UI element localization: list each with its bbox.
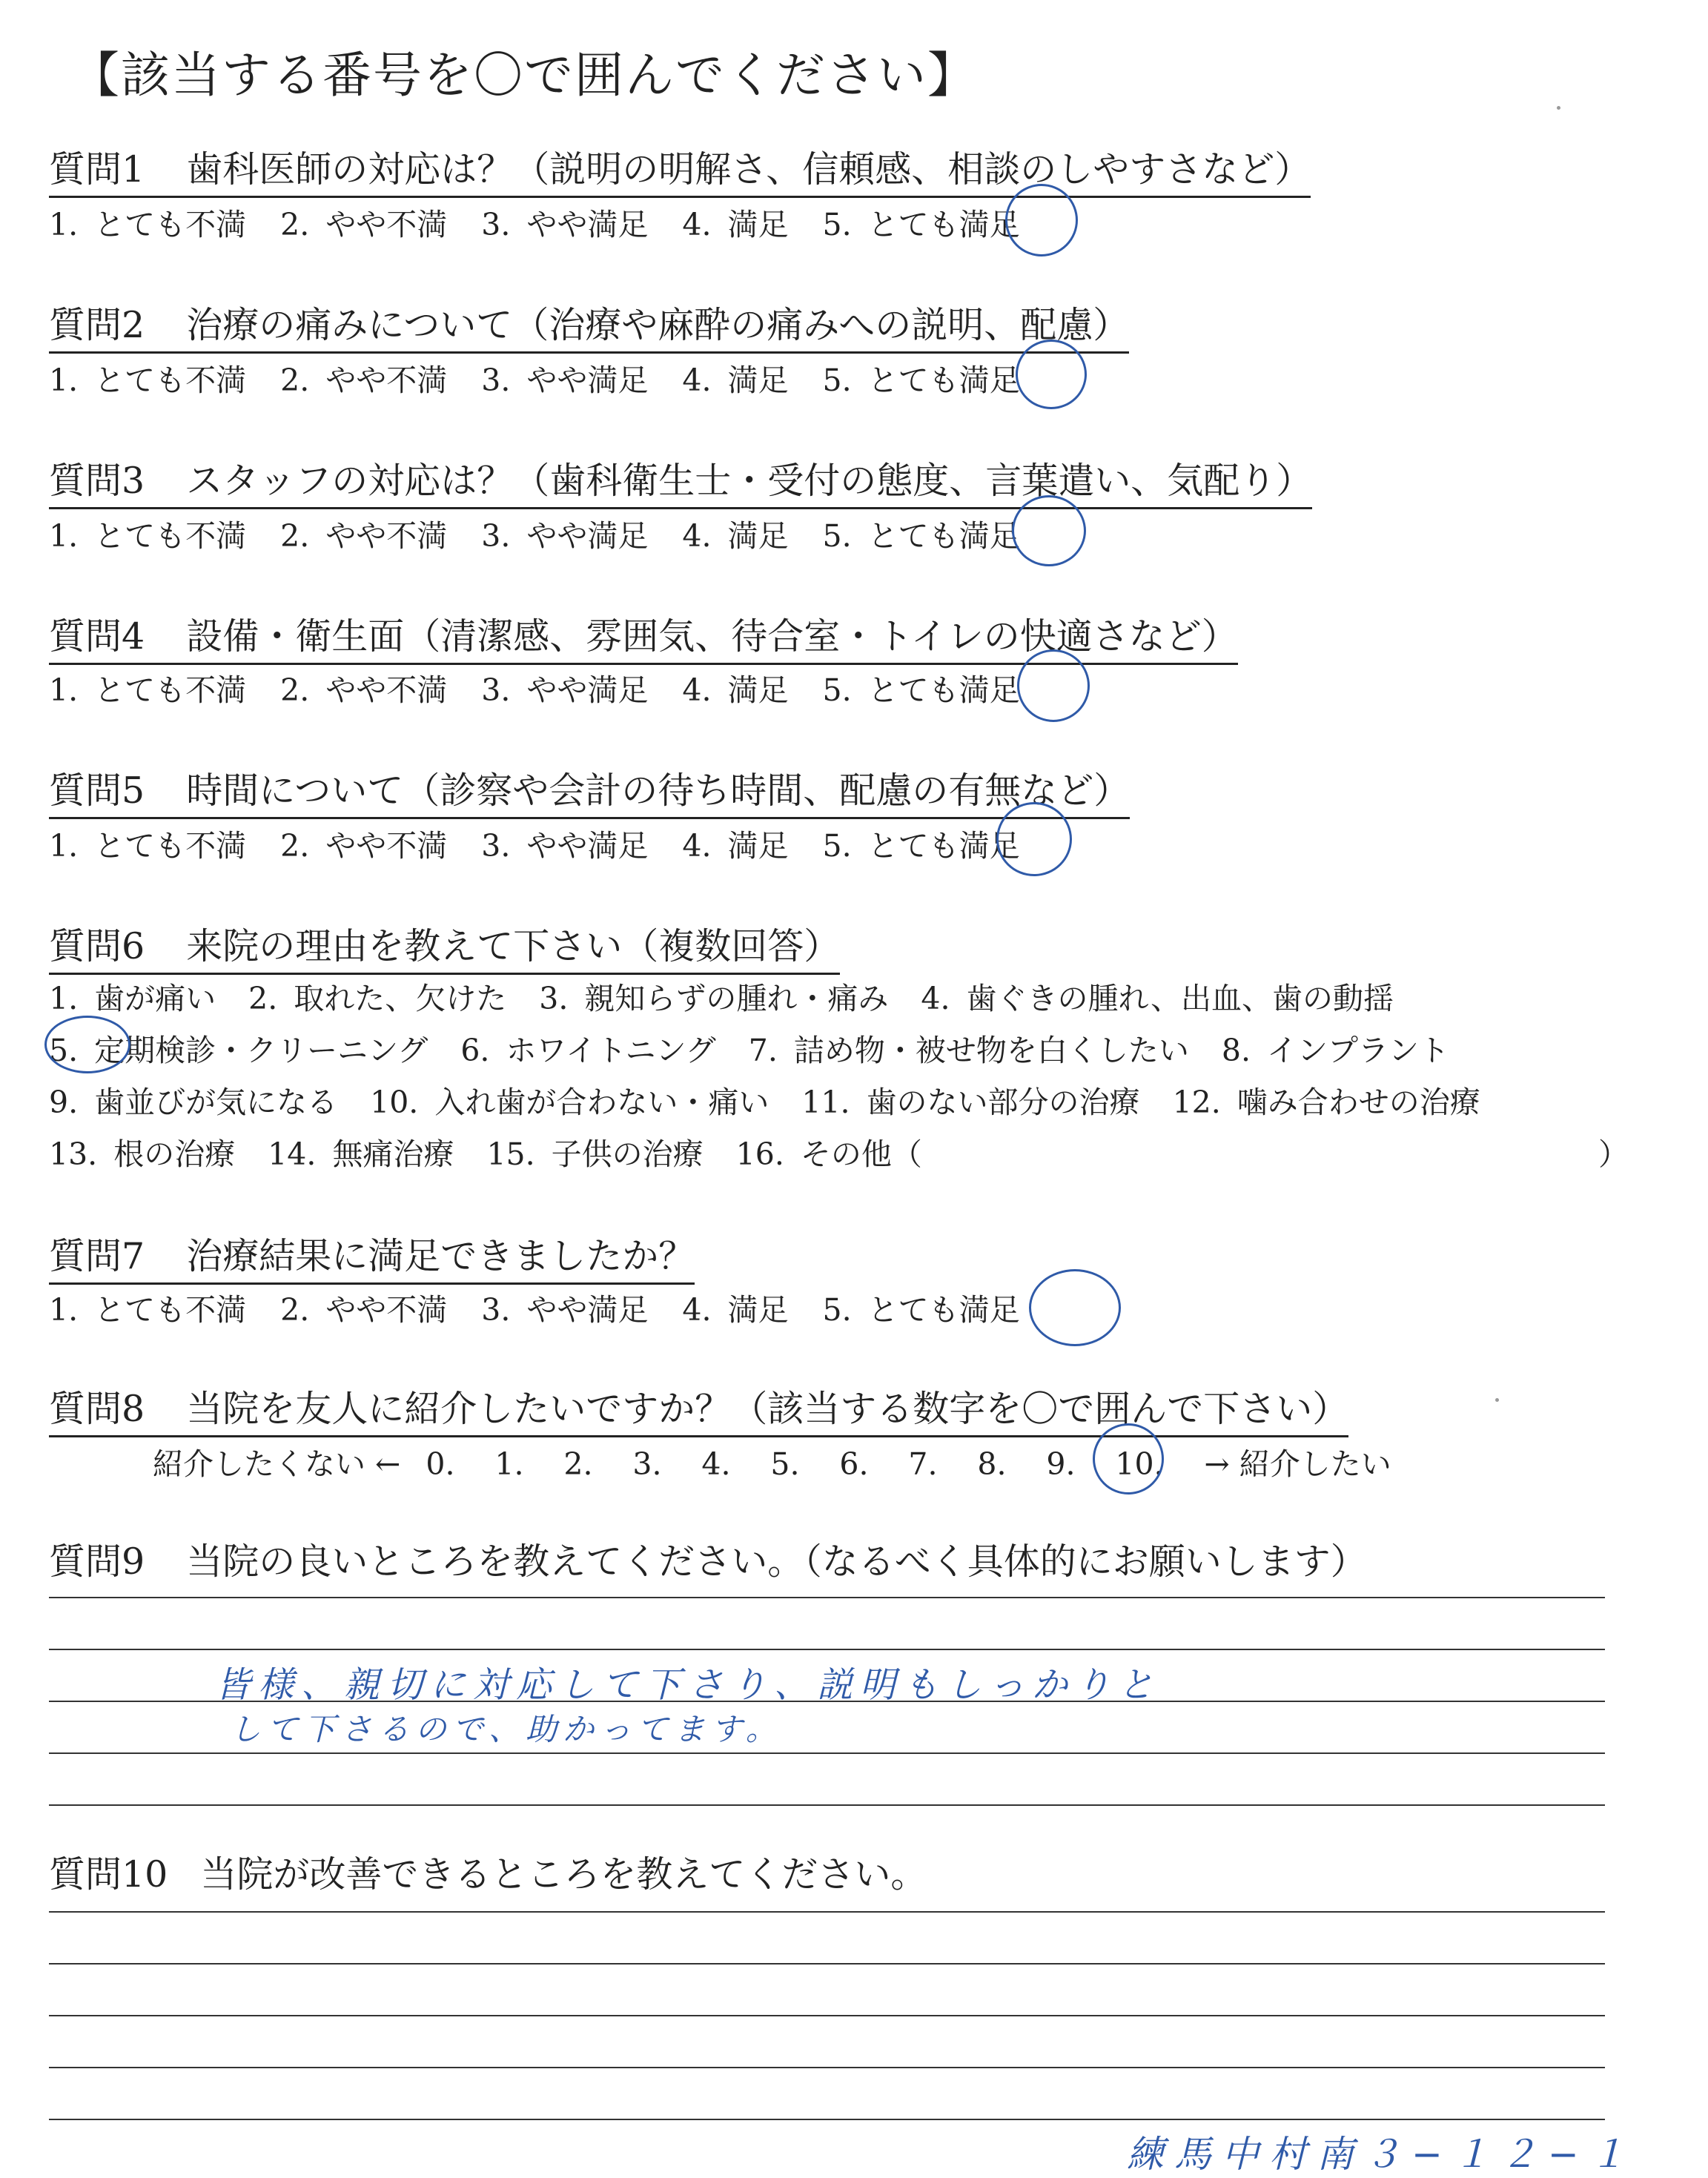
answer-line <box>49 1911 1605 1913</box>
question-5-title <box>49 762 1130 819</box>
question-7-title <box>49 1228 695 1285</box>
question-7-options <box>49 1285 1054 1329</box>
option-1[interactable]: 1. とても不満 <box>49 518 247 554</box>
reason-option[interactable]: 8. インプラント <box>1221 1033 1449 1068</box>
question-text: 当院の良いところを教えてください。（なるべく具体的にお願いします） <box>186 1540 1367 1583</box>
option-2[interactable]: 2. やや不満 <box>280 363 448 398</box>
option-2[interactable]: 2. やや不満 <box>280 672 448 708</box>
option-4[interactable]: 4. 満足 <box>682 672 789 708</box>
question-number: 質問5 <box>49 769 145 812</box>
paper-speck <box>1495 1398 1499 1402</box>
reason-option[interactable]: 10. 入れ歯が合わない・痛い <box>370 1085 769 1120</box>
reason-option[interactable]: 6. ホワイトニング <box>460 1033 716 1068</box>
option-5[interactable]: 5. とても満足 <box>822 672 1020 708</box>
scale-option[interactable]: 1. <box>494 1446 524 1482</box>
scale-option[interactable]: 5. <box>770 1446 800 1482</box>
question-1-title <box>49 141 1311 198</box>
question-2-title <box>49 297 1129 354</box>
reason-option[interactable]: 1. 歯が痛い <box>49 981 216 1016</box>
question-5-options <box>49 821 1054 865</box>
option-1[interactable]: 1. とても不満 <box>49 207 247 242</box>
question-8-title <box>49 1380 1348 1437</box>
reason-option[interactable]: 12. 噛み合わせの治療 <box>1172 1085 1480 1120</box>
question-text: 当院が改善できるところを教えてください。 <box>200 1853 927 1896</box>
option-1[interactable]: 1. とても不満 <box>49 363 247 398</box>
option-5[interactable]: 5. とても満足 <box>822 363 1020 398</box>
question-3-title <box>49 452 1312 509</box>
question-text: 設備・衛生面（清潔感、雰囲気、待合室・トイレの快適さなど） <box>186 615 1238 658</box>
answer-line <box>49 1649 1605 1650</box>
paper-speck <box>1557 106 1560 110</box>
question-6-title <box>49 918 840 975</box>
reason-option[interactable]: 13. 根の治療 <box>49 1136 236 1172</box>
answer-circle <box>1005 184 1078 256</box>
handwritten-answer-line-2: して下さるので、助かってます。 <box>230 1711 783 1747</box>
question-text: 治療結果に満足できましたか？ <box>186 1235 695 1277</box>
scale-left-label: 紹介したくない ← <box>153 1446 401 1482</box>
question-6-row-1 <box>49 974 1426 1018</box>
scale-option[interactable]: 9. <box>1046 1446 1076 1482</box>
answer-line <box>49 1804 1605 1806</box>
scale-option[interactable]: 6. <box>839 1446 869 1482</box>
option-5[interactable]: 5. とても満足 <box>822 207 1020 242</box>
option-4[interactable]: 4. 満足 <box>682 1292 789 1328</box>
reason-option[interactable]: 7. 詰め物・被せ物を白くしたい <box>748 1033 1189 1068</box>
answer-line <box>49 2119 1605 2120</box>
answer-circle <box>1093 1423 1164 1495</box>
option-4[interactable]: 4. 満足 <box>682 363 789 398</box>
question-text: 治療の痛みについて（治療や麻酔の痛みへの説明、配慮） <box>186 304 1130 346</box>
question-6-row-2 <box>49 1026 1482 1070</box>
page-heading: 【該当する番号を〇で囲んでください】 <box>70 47 978 104</box>
question-number: 質問3 <box>49 460 145 502</box>
reason-option[interactable]: 15. 子供の治療 <box>486 1136 704 1172</box>
option-1[interactable]: 1. とても不満 <box>49 672 247 708</box>
reason-option-other[interactable]: 16. その他（ <box>735 1136 922 1172</box>
answer-circle <box>1016 340 1087 409</box>
scale-option[interactable]: 3. <box>632 1446 662 1482</box>
answer-circle <box>1017 649 1090 722</box>
answer-line <box>49 1963 1605 1964</box>
option-3[interactable]: 3. やや満足 <box>481 1292 649 1328</box>
question-number: 質問8 <box>49 1388 145 1430</box>
option-5[interactable]: 5. とても満足 <box>822 518 1020 554</box>
handwritten-answer-line-1: 皆様、親切に対応して下さり、説明もしっかりと <box>215 1664 1162 1706</box>
question-text: 当院を友人に紹介したいですか？（該当する数字を〇で囲んで下さい） <box>186 1388 1349 1430</box>
option-1[interactable]: 1. とても不満 <box>49 1292 247 1328</box>
option-4[interactable]: 4. 満足 <box>682 828 789 864</box>
reason-option[interactable]: 5. 定期検診・クリーニング <box>49 1033 428 1068</box>
answer-line <box>49 1597 1605 1598</box>
question-3-options <box>49 512 1054 555</box>
question-number: 質問4 <box>49 615 145 658</box>
question-number: 質問2 <box>49 304 145 346</box>
reason-option[interactable]: 11. 歯のない部分の治療 <box>801 1085 1140 1120</box>
question-text: 時間について（診察や会計の待ち時間、配慮の有無など） <box>186 769 1131 812</box>
question-number: 質問10 <box>49 1853 168 1896</box>
question-6-row-3 <box>49 1078 1513 1122</box>
question-2-options <box>49 356 1054 400</box>
scale-option[interactable]: 8. <box>977 1446 1007 1482</box>
handwritten-corner-note: 練馬中村南３−１２−１ <box>1127 2133 1637 2176</box>
scale-right-label: → 紹介したい <box>1204 1446 1391 1482</box>
option-2[interactable]: 2. やや不満 <box>280 518 448 554</box>
option-2[interactable]: 2. やや不満 <box>280 828 448 864</box>
answer-circle <box>44 1016 130 1073</box>
reason-option[interactable]: 3. 親知らずの腫れ・痛み <box>539 981 889 1016</box>
option-5[interactable]: 5. とても満足 <box>822 828 1020 864</box>
question-8-scale <box>153 1440 1391 1483</box>
option-3[interactable]: 3. やや満足 <box>481 207 649 242</box>
option-5[interactable]: 5. とても満足 <box>822 1292 1020 1328</box>
scale-option[interactable]: 7. <box>908 1446 938 1482</box>
question-number: 質問1 <box>49 148 145 191</box>
option-4[interactable]: 4. 満足 <box>682 518 789 554</box>
question-1-options <box>49 200 1054 244</box>
option-2[interactable]: 2. やや不満 <box>280 207 448 242</box>
question-text: 歯科医師の対応は？（説明の明解さ、信頼感、相談のしやすさなど） <box>186 148 1311 191</box>
scale-option[interactable]: 4. <box>701 1446 731 1482</box>
reason-option[interactable]: 9. 歯並びが気になる <box>49 1085 338 1120</box>
other-close-paren: ） <box>1598 1136 1629 1172</box>
option-3[interactable]: 3. やや満足 <box>481 672 649 708</box>
answer-line <box>49 1752 1605 1754</box>
question-4-options <box>49 666 1054 709</box>
question-6-row-4 <box>49 1130 1665 1174</box>
option-4[interactable]: 4. 満足 <box>682 207 789 242</box>
reason-option[interactable]: 2. 取れた、欠けた <box>248 981 507 1016</box>
option-3[interactable]: 3. やや満足 <box>481 518 649 554</box>
option-3[interactable]: 3. やや満足 <box>481 363 649 398</box>
scale-option[interactable]: 10. <box>1115 1446 1164 1482</box>
answer-line <box>49 2067 1605 2068</box>
question-number: 質問6 <box>49 925 145 967</box>
question-9-title <box>49 1533 1367 1588</box>
scale-option[interactable]: 0. <box>426 1446 455 1482</box>
answer-line <box>49 2015 1605 2016</box>
option-1[interactable]: 1. とても不満 <box>49 828 247 864</box>
question-10-title <box>49 1846 927 1901</box>
question-number: 質問7 <box>49 1235 145 1277</box>
option-3[interactable]: 3. やや満足 <box>481 828 649 864</box>
question-number: 質問9 <box>49 1540 145 1583</box>
reason-option[interactable]: 4. 歯ぐきの腫れ、出血、歯の動揺 <box>921 981 1394 1016</box>
question-text: 来院の理由を教えて下さい（複数回答） <box>186 925 841 967</box>
answer-circle <box>996 802 1072 876</box>
question-text: スタッフの対応は？（歯科衛生士・受付の態度、言葉遣い、気配り） <box>186 460 1313 502</box>
scale-option[interactable]: 2. <box>563 1446 593 1482</box>
answer-circle <box>1012 495 1086 566</box>
answer-circle <box>1029 1269 1121 1346</box>
reason-option[interactable]: 14. 無痛治療 <box>268 1136 454 1172</box>
option-2[interactable]: 2. やや不満 <box>280 1292 448 1328</box>
